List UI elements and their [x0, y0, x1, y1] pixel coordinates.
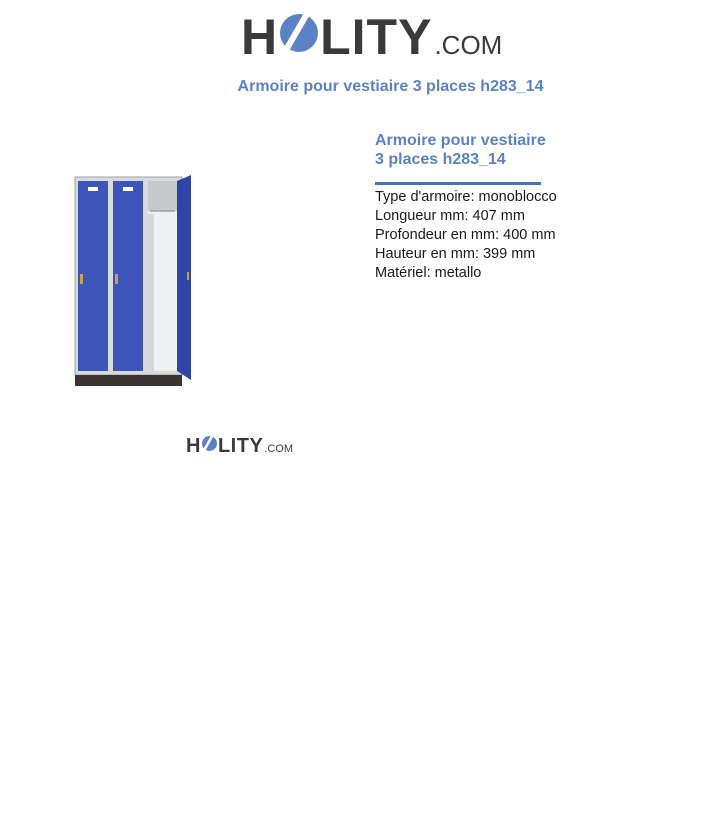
title-divider	[375, 182, 541, 185]
spec-list	[375, 188, 675, 283]
brand-logo[interactable]	[241, 8, 503, 65]
logo-tld: .COM	[264, 443, 294, 455]
logo-letter-h: H	[241, 9, 279, 65]
spec-item: Matériel: metallo	[375, 265, 482, 281]
logo-o-icon	[201, 433, 218, 452]
product-info	[375, 131, 675, 283]
logo-o-icon	[278, 8, 320, 54]
logo-tld: .COM	[434, 30, 503, 60]
logo-letters-lity: LITY	[320, 9, 433, 65]
spec-item: Longueur mm: 407 mm	[375, 208, 525, 224]
spec-item: Type d'armoire: monoblocco	[375, 189, 557, 205]
product-title-line2: 3 places h283_14	[375, 151, 506, 168]
logo-letter-h: H	[186, 435, 201, 457]
product-image	[70, 172, 200, 393]
spec-item: Profondeur en mm: 400 mm	[375, 227, 556, 243]
page-title: Armoire pour vestiaire 3 places h283_14	[237, 78, 544, 95]
logo-letters-lity: LITY	[217, 435, 264, 457]
spec-item: Hauteur en mm: 399 mm	[375, 246, 536, 262]
product-title-line1: Armoire pour vestiaire	[375, 132, 546, 149]
product-title	[375, 131, 560, 169]
brand-logo-small	[186, 433, 293, 456]
